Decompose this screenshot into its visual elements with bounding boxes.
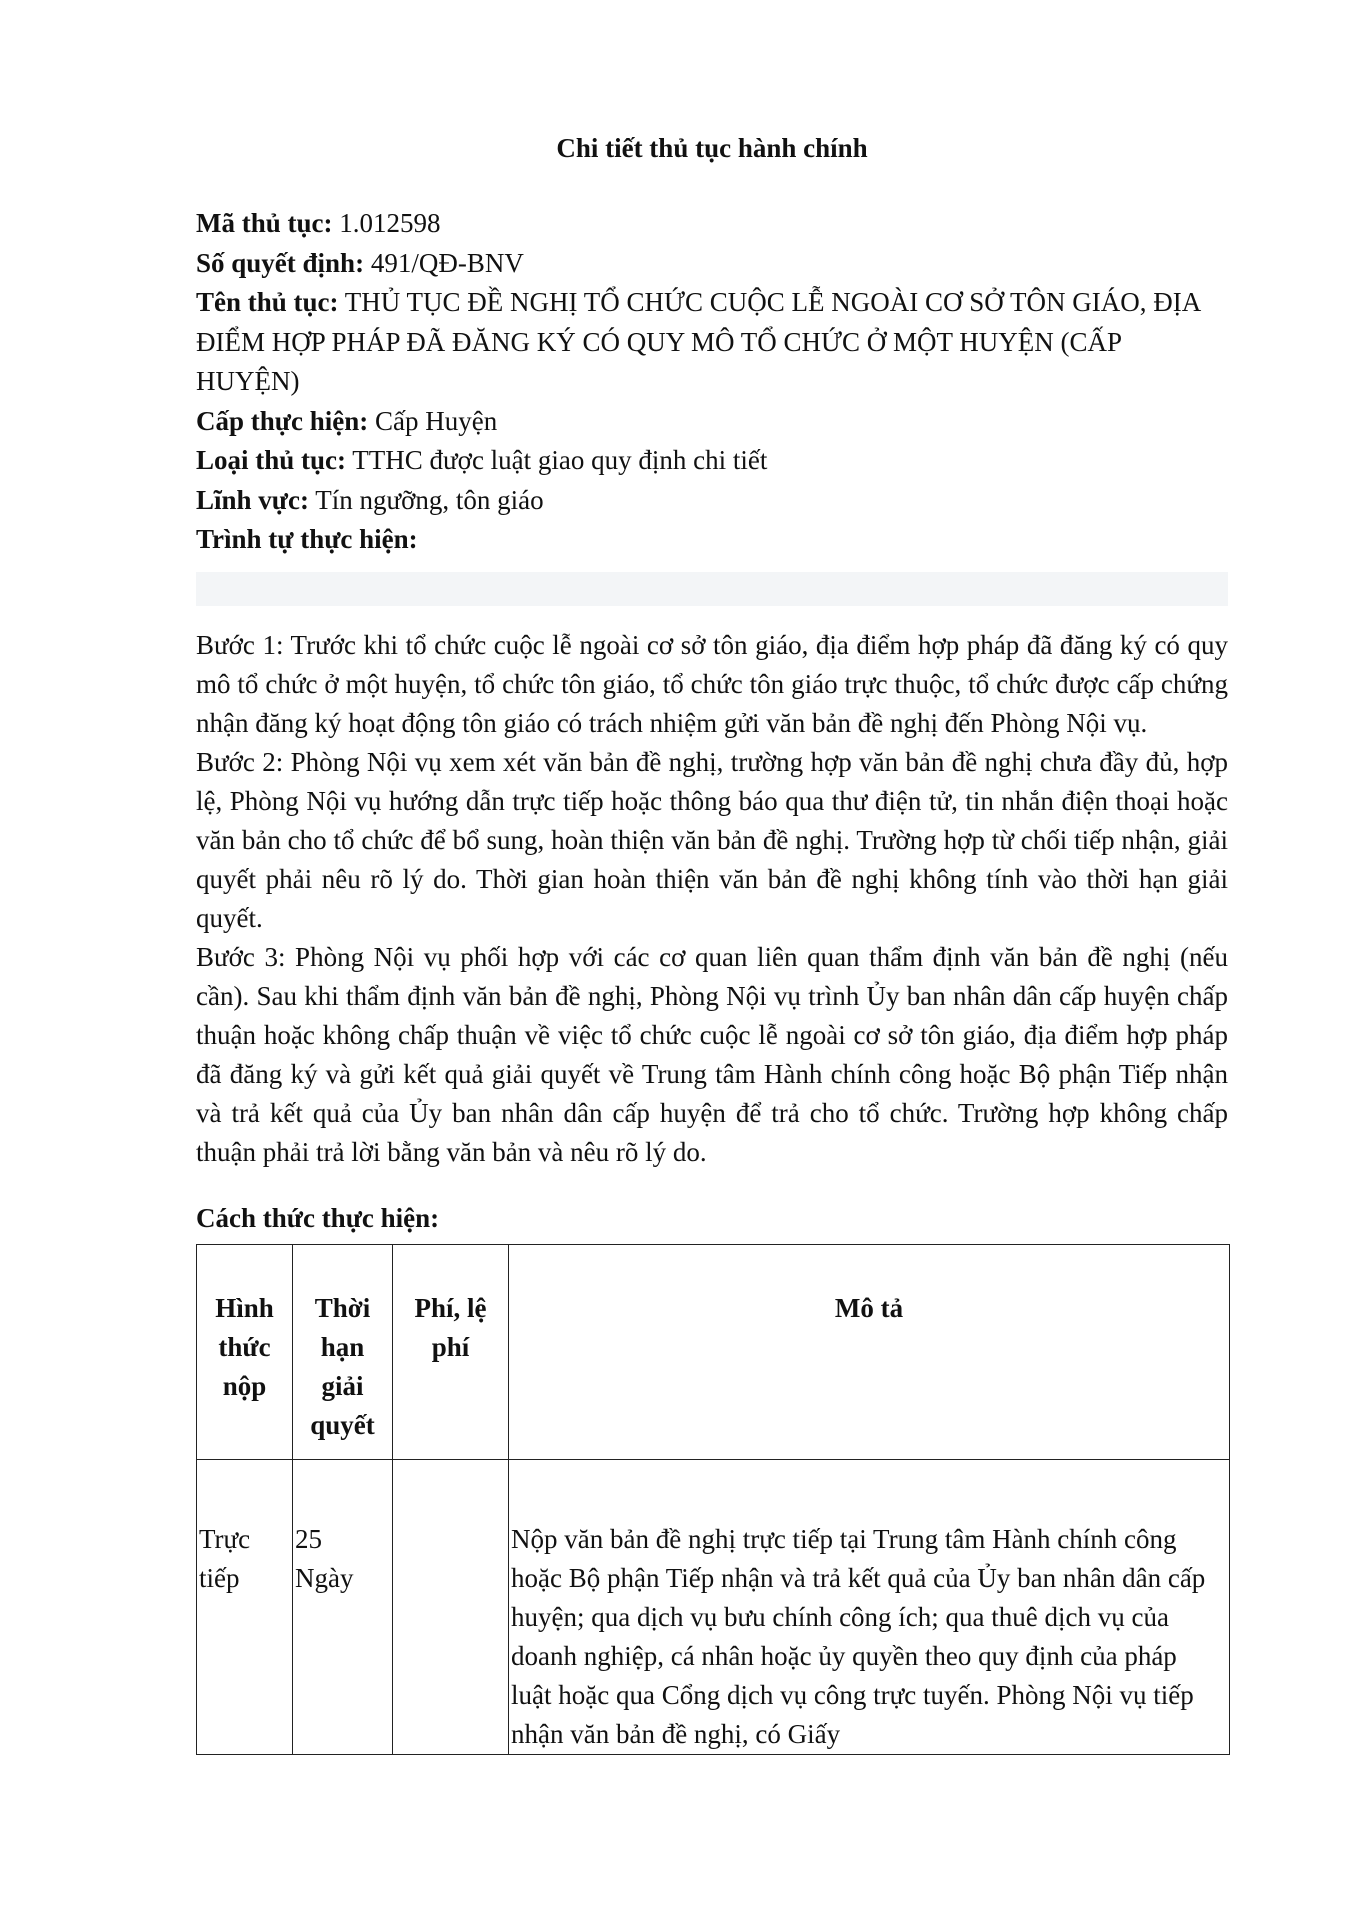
cach-thuc-heading: Cách thức thực hiện:: [196, 1202, 440, 1233]
step-1: Bước 1: Trước khi tổ chức cuộc lễ ngoài cơ sở tôn giáo, địa điểm hợp pháp đã đăng ký có quy mô tổ chức ở một huyện, tổ chức tôn giáo, tổ chức tôn giáo trực thuộc, tổ chức được cấp chứng nhận đăng ký hoạt động tôn giáo có trách nhiệm gửi văn bản đề nghị đến Phòng Nội vụ.: [196, 629, 1228, 738]
cell-mo-ta: [509, 1459, 1230, 1754]
field-value: Cấp Huyện: [374, 405, 498, 436]
cell-text: Trực tiếp: [199, 1523, 251, 1593]
field-label: Cấp thực hiện:: [196, 405, 369, 436]
cell-phi: [393, 1459, 509, 1754]
document-page: [196, 128, 1228, 1755]
field-value: Tín ngưỡng, tôn giáo: [315, 484, 544, 515]
header-mo-ta: Mô tả: [509, 1244, 1230, 1459]
step-2: Bước 2: Phòng Nội vụ xem xét văn bản đề nghị, trường hợp văn bản đề nghị chưa đầy đủ, hợp lệ, Phòng Nội vụ hướng dẫn trực tiếp hoặc thông báo qua thư điện tử, tin nhắn điện thoại hoặc văn bản cho tổ chức để bổ sung, hoàn thiện văn bản đề nghị. Trường hợp từ chối tiếp nhận, giải quyết phải nêu rõ lý do. Thời gian hoàn thiện văn bản đề nghị không tính vào thời hạn giải quyết.: [196, 746, 1228, 933]
header-phi: Phí, lệ phí: [393, 1244, 509, 1459]
table-row: [197, 1459, 1230, 1754]
methods-table: [196, 1244, 1230, 1755]
table-header-row: [197, 1244, 1230, 1459]
field-loai-thu-tuc: [196, 441, 1228, 481]
field-value: THỦ TỤC ĐỀ NGHỊ TỔ CHỨC CUỘC LỄ NGOÀI CƠ SỞ TÔN GIÁO, ĐỊA ĐIỂM HỢP PHÁP ĐÃ ĐĂNG KÝ CÓ QUY MÔ TỔ CHỨC Ở MỘT HUYỆN (CẤP HUYỆN): [196, 287, 1200, 396]
field-value: TTHC được luật giao quy định chi tiết: [352, 445, 768, 475]
cell-text: 25 Ngày: [295, 1523, 354, 1593]
field-ma-thu-tuc: [196, 204, 1228, 244]
document-title: Chi tiết thủ tục hành chính: [556, 133, 868, 163]
step-3: Bước 3: Phòng Nội vụ phối hợp với các cơ quan liên quan thẩm định văn bản đề nghị (nếu cần). Sau khi thẩm định văn bản đề nghị, Phòng Nội vụ trình Ủy ban nhân dân cấp huyện chấp thuận hoặc không chấp thuận về việc tổ chức cuộc lễ ngoài cơ sở tôn giáo, địa điểm hợp pháp đã đăng ký và gửi kết quả giải quyết về Trung tâm Hành chính công hoặc Bộ phận Tiếp nhận và trả kết quả của Ủy ban nhân dân cấp huyện để trả cho tổ chức. Trường hợp không chấp thuận phải trả lời bằng văn bản và nêu rõ lý do.: [196, 941, 1228, 1167]
field-label: Tên thủ tục:: [196, 287, 339, 317]
header-hinh-thuc: Hình thức nộp: [197, 1244, 293, 1459]
steps-list: [196, 626, 1228, 1172]
field-label: Mã thủ tục:: [196, 208, 333, 238]
shaded-divider: [196, 572, 1228, 606]
cell-thoi-han: [293, 1459, 393, 1754]
trinh-tu-heading: Trình tự thực hiện:: [196, 524, 418, 554]
field-linh-vuc: [196, 481, 1228, 521]
field-label: Loại thủ tục:: [196, 445, 347, 475]
field-ten-thu-tuc: [196, 283, 1228, 402]
cell-text: Nộp văn bản đề nghị trực tiếp tại Trung tâm Hành chính công hoặc Bộ phận Tiếp nhận và trả kết quả của Ủy ban nhân dân cấp huyện; qua dịch vụ bưu chính công ích; qua thuê dịch vụ của doanh nghiệp, cá nhân hoặc ủy quyền theo quy định của pháp luật hoặc qua Cổng dịch vụ công trực tuyến. Phòng Nội vụ tiếp nhận văn bản đề nghị, có Giấy: [511, 1523, 1206, 1749]
field-cap-thuc-hien: [196, 402, 1228, 442]
field-label: Số quyết định:: [196, 247, 365, 278]
field-value: 491/QĐ-BNV: [370, 247, 524, 278]
header-thoi-han: Thời hạn giải quyết: [293, 1244, 393, 1459]
field-label: Lĩnh vực:: [196, 484, 309, 515]
cell-hinh-thuc: [197, 1459, 293, 1754]
field-value: 1.012598: [339, 208, 441, 238]
field-so-quyet-dinh: [196, 244, 1228, 284]
